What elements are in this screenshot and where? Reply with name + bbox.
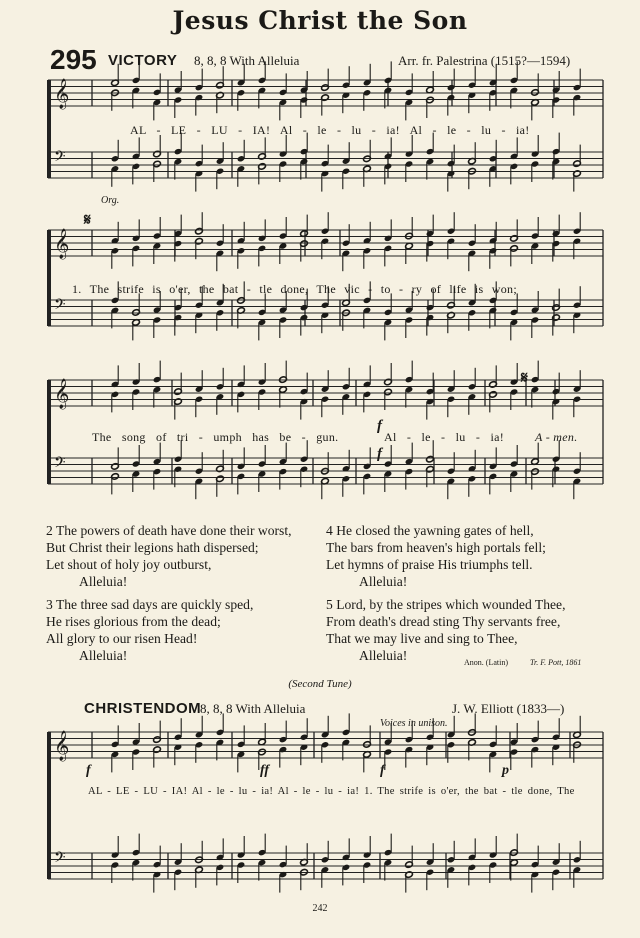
credit-translator: Tr. F. Pott, 1861	[530, 658, 582, 667]
dynamic-forte-3: f	[380, 763, 385, 778]
verse-5: 5 Lord, by the stripes which wounded Thee, From death's dread sting Thy servants free, That we may live and sing to Thee, Alleluia!	[326, 597, 566, 663]
svg-text:𝄢: 𝄢	[54, 296, 66, 317]
segno-mark-end: 𝄋	[521, 370, 528, 387]
segno-mark: 𝄋	[84, 212, 91, 229]
dynamic-forte-organ: f	[377, 446, 382, 462]
second-tune-composer: J. W. Elliott (1833—)	[452, 701, 565, 716]
svg-text:𝄞: 𝄞	[54, 79, 70, 109]
lyric-line-second-tune: AL - LE - LU - IA! Al - le - lu - ia! Al - le - lu - ia! 1. The strife is o'er, the bat - tle done, The	[88, 786, 575, 797]
meter: 8, 8, 8 With Alleluia	[194, 53, 300, 68]
svg-text:𝄞: 𝄞	[54, 229, 70, 259]
svg-text:𝄢: 𝄢	[54, 849, 66, 870]
verse-4: 4 He closed the yawning gates of hell, The bars from heaven's high portals fell; Let hymns of praise His triumphs tell. Alleluia!	[326, 523, 546, 589]
page-number: 242	[312, 903, 328, 914]
second-tune-label: (Second Tune)	[288, 678, 352, 690]
svg-text:𝄞: 𝄞	[54, 379, 70, 409]
credit-source: Anon. (Latin)	[464, 658, 508, 667]
page-title: Jesus Christ the Son	[172, 6, 468, 35]
verse-2: 2 The powers of death have done their worst, But Christ their legions hath dispersed; Let shout of holy joy outburst, Alleluia!	[46, 523, 292, 589]
svg-text:𝄢: 𝄢	[54, 454, 66, 475]
composer-attribution: Arr. fr. Palestrina (1515?—1594)	[398, 53, 571, 68]
dynamic-forte: f	[377, 418, 382, 434]
dynamic-piano: p	[502, 763, 509, 778]
lyric-line-alleluia: AL - LE - LU - IA! Al - le - lu - ia! Al - le - lu - ia!	[130, 123, 530, 137]
tune-name: VICTORY	[108, 52, 178, 69]
lyric-line-verse1-end: The song of tri - umph has be - gun.	[92, 430, 339, 444]
lyric-line-alleluia-2: Al - le - lu - ia!	[384, 430, 505, 444]
lyric-amen: A - men.	[535, 430, 578, 444]
dynamic-forte-2: f	[86, 763, 91, 778]
lyric-line-verse1: 1. The strife is o'er, the bat - tle done, The vic - to - ry of life is won;	[72, 282, 517, 296]
verse-3: 3 The three sad days are quickly sped, He rises glorious from the dead; All glory to our risen Head! Alleluia!	[46, 597, 254, 663]
hymn-number: 295	[50, 44, 97, 75]
dynamic-fortissimo: ff	[260, 763, 270, 778]
organ-mark: Org.	[101, 195, 120, 206]
voices-in-unison: Voices in unison.	[380, 718, 448, 729]
second-tune-name: CHRISTENDOM	[84, 700, 202, 717]
svg-text:𝄢: 𝄢	[54, 148, 66, 169]
second-tune-meter: 8, 8, 8 With Alleluia	[200, 701, 306, 716]
svg-text:𝄞: 𝄞	[54, 731, 70, 761]
